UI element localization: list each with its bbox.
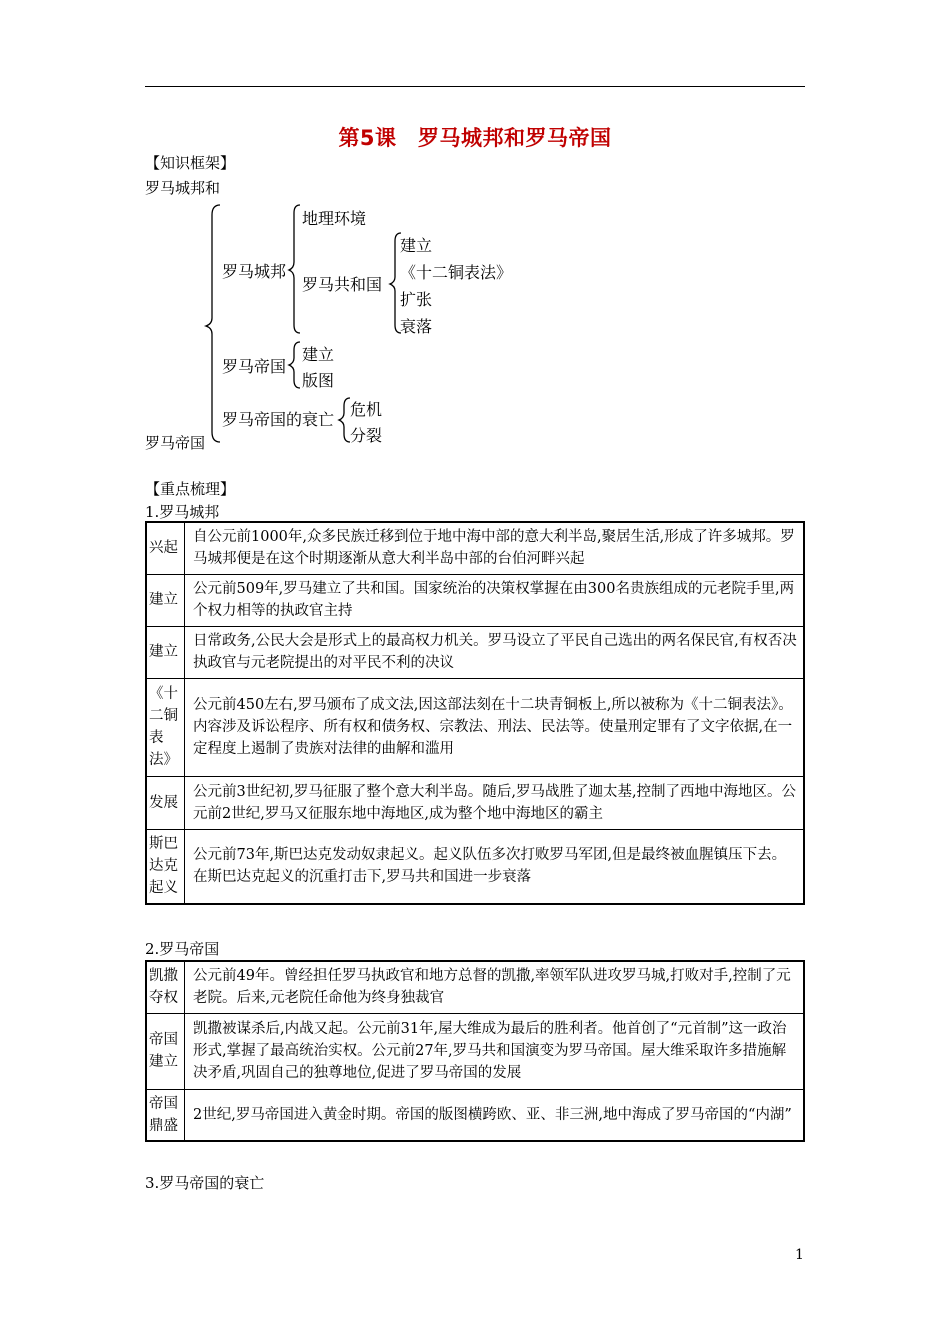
table-row [146, 626, 804, 678]
framework-braces [0, 0, 950, 460]
node-roman-empire: 罗马帝国 [222, 357, 287, 376]
table-row [146, 961, 804, 1013]
table-row [146, 1013, 804, 1089]
page-number: 1 [795, 1247, 804, 1263]
node-twelve-tables: 《十二铜表法》 [400, 263, 513, 282]
row-text: 公元前509年,罗马建立了共和国。国家统治的决策权掌握在由300名贵族组成的元老院手里,两个权力相等的执政官主持 [185, 574, 805, 626]
row-label: 发展 [146, 776, 185, 829]
row-label: 《十二铜表法》 [146, 678, 185, 776]
row-text: 公元前49年。曾经担任罗马执政官和地方总督的凯撒,率领军队进攻罗马城,打败对手,控制了元老院。后来,元老院任命他为终身独裁官 [185, 961, 805, 1013]
key-points-heading: 【重点梳理】 [145, 480, 236, 498]
row-label: 凯撒夺权 [146, 961, 185, 1013]
framework-root-top: 罗马城邦和 [145, 179, 221, 197]
row-label: 帝国鼎盛 [146, 1089, 185, 1141]
node-empire-founding: 建立 [302, 345, 335, 364]
row-text: 2世纪,罗马帝国进入黄金时期。帝国的版图横跨欧、亚、非三洲,地中海成了罗马帝国的“内湖” [185, 1089, 805, 1141]
page-title: 第5课 罗马城邦和罗马帝国 [338, 126, 612, 150]
table-roman-city [145, 521, 805, 905]
row-text: 公元前450左右,罗马颁布了成文法,因这部法刻在十二块青铜板上,所以被称为《十二铜表法》。内容涉及诉讼程序、所有权和债务权、宗教法、刑法、民法等。使量刑定罪有了文字依据,在一定程度上遏制了贵族对法律的曲解和滥用 [185, 678, 805, 776]
row-text: 凯撒被谋杀后,内战又起。公元前31年,屋大维成为最后的胜利者。他首创了“元首制”这一政治形式,掌握了最高统治实权。公元前27年,罗马共和国演变为罗马帝国。屋大维采取许多措施解决矛盾,巩固自己的独尊地位,促进了罗马帝国的发展 [185, 1013, 805, 1089]
row-text: 公元前3世纪初,罗马征服了整个意大利半岛。随后,罗马战胜了迦太基,控制了西地中海地区。公元前2世纪,罗马又征服东地中海地区,成为整个地中海地区的霸主 [185, 776, 805, 829]
table-row [146, 829, 804, 904]
table-row [146, 1089, 804, 1141]
node-empire-decline: 罗马帝国的衰亡 [222, 410, 335, 429]
row-label: 斯巴达克起义 [146, 829, 185, 904]
table-row [146, 522, 804, 574]
section-3-title: 3.罗马帝国的衰亡 [145, 1174, 265, 1192]
node-crisis: 危机 [350, 400, 383, 419]
node-roman-city: 罗马城邦 [222, 262, 287, 281]
row-text: 自公元前1000年,众多民族迁移到位于地中海中部的意大利半岛,聚居生活,形成了许多城邦。罗马城邦便是在这个时期逐渐从意大利半岛中部的台伯河畔兴起 [185, 522, 805, 574]
section-2-title: 2.罗马帝国 [145, 940, 220, 958]
table-row [146, 574, 804, 626]
row-text: 日常政务,公民大会是形式上的最高权力机关。罗马设立了平民自己选出的两名保民官,有权否决执政官与元老院提出的对平民不利的决议 [185, 626, 805, 678]
row-label: 帝国建立 [146, 1013, 185, 1089]
framework-heading: 【知识框架】 [145, 154, 236, 172]
node-geography: 地理环境 [302, 209, 367, 228]
node-expansion: 扩张 [400, 290, 433, 309]
node-republic-founding: 建立 [400, 236, 433, 255]
node-decline: 衰落 [400, 317, 433, 336]
table-row [146, 776, 804, 829]
section-1-title: 1.罗马城邦 [145, 503, 220, 521]
row-label: 兴起 [146, 522, 185, 574]
table-roman-empire [145, 960, 805, 1142]
node-republic: 罗马共和国 [302, 275, 383, 294]
row-label: 建立 [146, 574, 185, 626]
node-split: 分裂 [350, 426, 383, 445]
row-text: 公元前73年,斯巴达克发动奴隶起义。起义队伍多次打败罗马军团,但是最终被血腥镇压下去。在斯巴达克起义的沉重打击下,罗马共和国进一步衰落 [185, 829, 805, 904]
row-label: 建立 [146, 626, 185, 678]
framework-root-bottom: 罗马帝国 [145, 434, 206, 452]
node-territory: 版图 [302, 371, 335, 390]
table-row [146, 678, 804, 776]
